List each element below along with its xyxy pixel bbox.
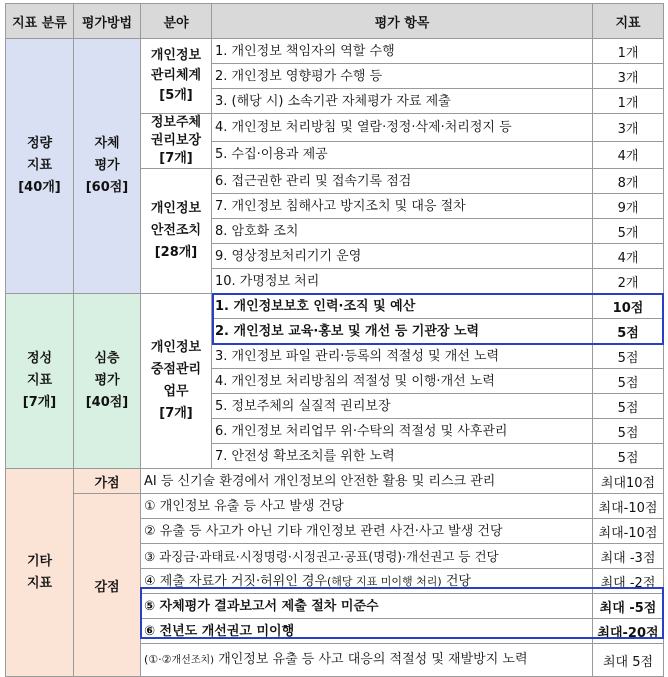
score-cell: 5개 <box>593 219 664 244</box>
penalty-item: ② 유출 등 사고가 아닌 기타 개인정보 관련 사건·사고 발생 건당 <box>141 519 593 544</box>
item-cell: 6. 접근권한 관리 및 접속기록 점검 <box>212 169 593 194</box>
score-cell: 8개 <box>593 169 664 194</box>
penalty-item: ① 개인정보 유출 등 사고 발생 건당 <box>141 494 593 519</box>
field-safety-measures: 개인정보 안전조치 [28개] <box>141 169 212 294</box>
penalty-score-highlighted: 최대-20점 <box>593 619 664 644</box>
item-cell: 4. 개인정보 처리방침 및 열람·정정·삭제·처리정지 등 <box>212 114 593 142</box>
table-header-row <box>6 4 664 39</box>
table-row <box>6 469 664 494</box>
item-cell: 8. 암호화 조치 <box>212 219 593 244</box>
field-key-management: 개인정보 중점관리 업무 [7개] <box>141 294 212 469</box>
score-cell: 5점 <box>593 344 664 369</box>
item-cell: 3. (해당 시) 소속기관 자체평가 자료 제출 <box>212 89 593 114</box>
item-cell: 5. 수집·이용과 제공 <box>212 141 593 169</box>
penalty-label: 감점 <box>74 494 141 677</box>
item-cell: 2. 개인정보 영향평가 수행 등 <box>212 64 593 89</box>
item-cell: 7. 안전성 확보조치를 위한 노력 <box>212 444 593 469</box>
score-cell: 3개 <box>593 114 664 142</box>
item-cell: 1. 개인정보 책임자의 역할 수행 <box>212 39 593 64</box>
item-cell-highlighted: 2. 개인정보 교육·홍보 및 개선 등 기관장 노력 <box>212 319 593 344</box>
field-management-system: 개인정보 관리체계 [5개] <box>141 39 212 114</box>
category-qualitative: 정성 지표 [7개] <box>6 294 74 469</box>
bonus-score: 최대10점 <box>593 469 664 494</box>
penalty-score: 최대 -2점 <box>593 569 664 594</box>
category-quantitative: 정량 지표 [40개] <box>6 39 74 294</box>
header-field: 분야 <box>141 4 212 39</box>
remedial-item: (①·②개선조치) 개인정보 유출 등 사고 대응의 적절성 및 재발방지 노력 <box>141 644 593 677</box>
item-cell: 3. 개인정보 파일 관리·등록의 적절성 및 개선 노력 <box>212 344 593 369</box>
score-cell: 5점 <box>593 394 664 419</box>
table-row <box>6 39 664 64</box>
score-cell: 2개 <box>593 269 664 294</box>
field-rights-guarantee: 정보주체 권리보장 [7개] <box>141 114 212 169</box>
score-cell: 9개 <box>593 194 664 219</box>
header-method: 평가방법 <box>74 4 141 39</box>
penalty-score: 최대-10점 <box>593 519 664 544</box>
penalty-score: 최대-10점 <box>593 494 664 519</box>
item-cell: 6. 개인정보 처리업무 위·수탁의 적절성 및 사후관리 <box>212 419 593 444</box>
evaluation-table <box>5 3 664 677</box>
bonus-label: 가점 <box>74 469 141 494</box>
score-cell-highlighted: 5점 <box>593 319 664 344</box>
item-cell: 10. 가명정보 처리 <box>212 269 593 294</box>
item-cell: 4. 개인정보 처리방침의 적절성 및 이행·개선 노력 <box>212 369 593 394</box>
penalty-item-highlighted: ⑤ 자체평가 결과보고서 제출 절차 미준수 <box>141 594 593 619</box>
score-cell: 1개 <box>593 39 664 64</box>
penalty-score: 최대 -3점 <box>593 544 664 569</box>
header-items: 평가 항목 <box>212 4 593 39</box>
bonus-item: AI 등 신기술 환경에서 개인정보의 안전한 활용 및 리스크 관리 <box>141 469 593 494</box>
score-cell-highlighted: 10점 <box>593 294 664 319</box>
item-cell: 7. 개인정보 침해사고 방지조치 및 대응 절차 <box>212 194 593 219</box>
score-cell: 3개 <box>593 64 664 89</box>
item-cell-highlighted: 1. 개인정보보호 인력·조직 및 예산 <box>212 294 593 319</box>
remedial-score: 최대 5점 <box>593 644 664 677</box>
header-score: 지표 <box>593 4 664 39</box>
table-row <box>6 494 664 519</box>
penalty-note: (해당 지표 미이행 처리) <box>327 574 442 588</box>
penalty-item-false-data: ④ 제출 자료가 거짓·허위인 경우(해당 지표 미이행 처리) 건당 <box>141 569 593 594</box>
score-cell: 5점 <box>593 369 664 394</box>
penalty-item-highlighted: ⑥ 전년도 개선권고 미이행 <box>141 619 593 644</box>
penalty-item: ③ 과징금·과태료·시정명령·시정권고·공표(명령)·개선권고 등 건당 <box>141 544 593 569</box>
method-self-evaluation: 자체 평가 [60점] <box>74 39 141 294</box>
score-cell: 4개 <box>593 244 664 269</box>
score-cell: 5점 <box>593 419 664 444</box>
score-cell: 4개 <box>593 141 664 169</box>
item-cell: 5. 정보주체의 실질적 권리보장 <box>212 394 593 419</box>
header-category: 지표 분류 <box>6 4 74 39</box>
method-in-depth-evaluation: 심층 평가 [40점] <box>74 294 141 469</box>
table-row <box>6 294 664 319</box>
item-cell: 9. 영상정보처리기기 운영 <box>212 244 593 269</box>
score-cell: 1개 <box>593 89 664 114</box>
penalty-score-highlighted: 최대 -5점 <box>593 594 664 619</box>
score-cell: 5점 <box>593 444 664 469</box>
category-other: 기타 지표 <box>6 469 74 677</box>
